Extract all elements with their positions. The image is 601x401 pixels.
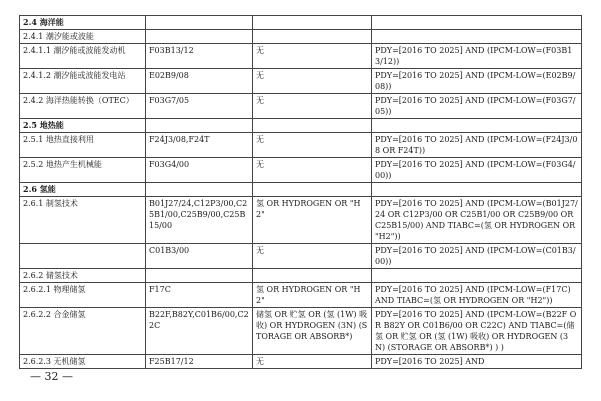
table-row xyxy=(20,308,582,355)
ipc-code-cell: F17C xyxy=(146,283,253,308)
table-row xyxy=(20,244,582,269)
category-cell: 2.6.2.3 无机储氢 xyxy=(20,355,146,369)
keyword-cell xyxy=(253,16,372,30)
category-cell: 2.4.2 海洋热能转换（OTEC） xyxy=(20,94,146,119)
category-cell: 2.6.2.1 物理储氢 xyxy=(20,283,146,308)
keyword-cell xyxy=(253,269,372,283)
table-row xyxy=(20,355,582,369)
ipc-code-cell xyxy=(146,30,253,44)
table-row xyxy=(20,197,582,244)
ipc-code-cell: B01J27/24,C12P3/00,C25B1/00,C25B9/00,C25B15/00 xyxy=(146,197,253,244)
table-row xyxy=(20,44,582,69)
ipc-code-cell: F03G7/05 xyxy=(146,94,253,119)
category-cell: 2.6 氢能 xyxy=(20,183,146,197)
ipc-code-cell: F03G4/00 xyxy=(146,158,253,183)
category-cell: 2.6.2.2 合金储氢 xyxy=(20,308,146,355)
category-cell: 2.5.1 地热直接利用 xyxy=(20,133,146,158)
patent-classification-table xyxy=(19,15,582,369)
ipc-code-cell xyxy=(146,269,253,283)
keyword-cell xyxy=(253,30,372,44)
keyword-cell: 无 xyxy=(253,44,372,69)
query-cell: PDY=[2016 TO 2025] AND (IPCM-LOW=(F24J3/08 OR F24T)) xyxy=(372,133,582,158)
keyword-cell: 无 xyxy=(253,158,372,183)
ipc-code-cell: F25B17/12 xyxy=(146,355,253,369)
query-cell: PDY=[2016 TO 2025] AND (IPCM-LOW=(E02B9/08)) xyxy=(372,69,582,94)
query-cell xyxy=(372,269,582,283)
table-row xyxy=(20,30,582,44)
category-cell: 2.5.2 地热产生机械能 xyxy=(20,158,146,183)
keyword-cell: 无 xyxy=(253,244,372,269)
page-number: — 32 — xyxy=(30,370,73,383)
query-cell xyxy=(372,119,582,133)
category-cell: 2.6.2 储氢技术 xyxy=(20,269,146,283)
category-cell xyxy=(20,244,146,269)
keyword-cell: 储氢 OR 贮氢 OR (氢 (1W) 吸收) OR HYDROGEN (3N) (STORAGE OR ABSORB*) xyxy=(253,308,372,355)
table-row xyxy=(20,94,582,119)
query-cell: PDY=[2016 TO 2025] AND (IPCM-LOW=(B01J27/24 OR C12P3/00 OR C25B1/00 OR C25B9/00 OR C25B15/00) AND TIABC=(氢 OR HYDROGEN OR "H2")) xyxy=(372,197,582,244)
ipc-code-cell: E02B9/08 xyxy=(146,69,253,94)
query-cell xyxy=(372,30,582,44)
keyword-cell: 氢 OR HYDROGEN OR "H2" xyxy=(253,283,372,308)
table-row xyxy=(20,283,582,308)
ipc-code-cell: F03B13/12 xyxy=(146,44,253,69)
query-cell: PDY=[2016 TO 2025] AND (IPCM-LOW=(C01B3/00)) xyxy=(372,244,582,269)
query-cell: PDY=[2016 TO 2025] AND (IPCM-LOW=(F03G7/05)) xyxy=(372,94,582,119)
category-cell: 2.4.1 潮汐能或波能 xyxy=(20,30,146,44)
keyword-cell xyxy=(253,119,372,133)
ipc-code-cell xyxy=(146,119,253,133)
query-cell: PDY=[2016 TO 2025] AND (IPCM-LOW=(F17C) AND TIABC=(氢 OR HYDROGEN OR "H2")) xyxy=(372,283,582,308)
section-header-row xyxy=(20,16,582,30)
table-row xyxy=(20,269,582,283)
keyword-cell: 氢 OR HYDROGEN OR "H2" xyxy=(253,197,372,244)
ipc-code-cell xyxy=(146,16,253,30)
table-row xyxy=(20,158,582,183)
query-cell: PDY=[2016 TO 2025] AND (IPCM-LOW=(B22F OR B82Y OR C01B6/00 OR C22C) AND TIABC=(储氢 OR 贮氢 OR (氢 (1W) 吸收) OR HYDROGEN (3N) (STORAGE OR ABSORB*) ) ) xyxy=(372,308,582,355)
keyword-cell xyxy=(253,183,372,197)
category-cell: 2.4.1.2 潮汐能或波能发电站 xyxy=(20,69,146,94)
keyword-cell: 无 xyxy=(253,69,372,94)
query-cell: PDY=[2016 TO 2025] AND (IPCM-LOW=(F03G4/00)) xyxy=(372,158,582,183)
keyword-cell: 无 xyxy=(253,94,372,119)
keyword-cell: 无 xyxy=(253,133,372,158)
category-cell: 2.4.1.1 潮汐能或波能发动机 xyxy=(20,44,146,69)
section-header-row xyxy=(20,183,582,197)
ipc-code-cell: B22F,B82Y,C01B6/00,C22C xyxy=(146,308,253,355)
query-cell: PDY=[2016 TO 2025] AND (IPCM-LOW=(F03B13/12)) xyxy=(372,44,582,69)
query-cell xyxy=(372,16,582,30)
query-cell xyxy=(372,183,582,197)
section-header-row xyxy=(20,119,582,133)
ipc-code-cell: C01B3/00 xyxy=(146,244,253,269)
category-cell: 2.6.1 制氢技术 xyxy=(20,197,146,244)
category-cell: 2.5 地热能 xyxy=(20,119,146,133)
category-cell: 2.4 海洋能 xyxy=(20,16,146,30)
ipc-code-cell xyxy=(146,183,253,197)
keyword-cell: 无 xyxy=(253,355,372,369)
query-cell: PDY=[2016 TO 2025] AND xyxy=(372,355,582,369)
ipc-code-cell: F24J3/08,F24T xyxy=(146,133,253,158)
table-row xyxy=(20,69,582,94)
table-row xyxy=(20,133,582,158)
